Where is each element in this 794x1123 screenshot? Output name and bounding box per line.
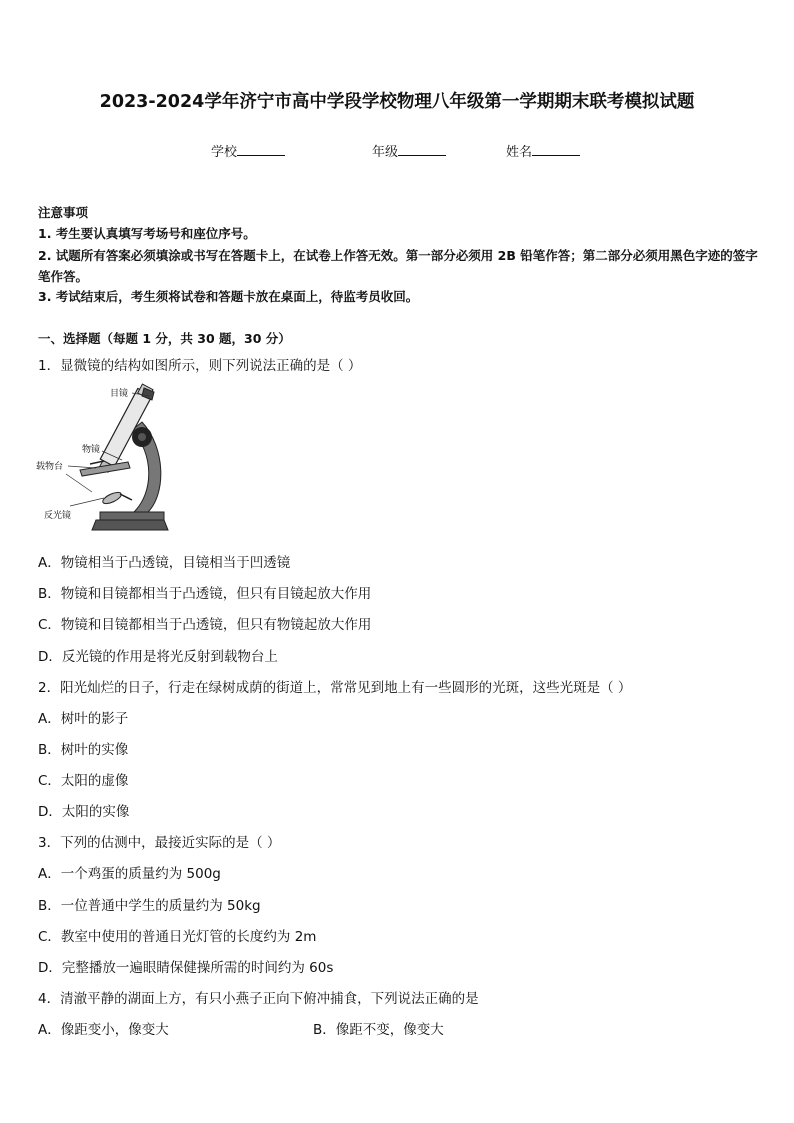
focus-knob-center — [138, 433, 146, 441]
q1-option-a: A．物镜相当于凸透镜，目镜相当于凹透镜 — [38, 555, 291, 571]
grade-blank[interactable] — [398, 143, 446, 156]
school-blank[interactable] — [237, 143, 285, 156]
grade-label: 年级 — [372, 145, 399, 160]
q1-option-b: B．物镜和目镜都相当于凸透镜，但只有目镜起放大作用 — [38, 586, 372, 602]
notice-item-1: 1. 考生要认真填写考场号和座位序号。 — [38, 226, 256, 241]
question-3-stem: 3．下列的估测中，最接近实际的是（ ） — [38, 835, 281, 851]
q3-option-b: B．一位普通中学生的质量约为 50kg — [38, 898, 261, 914]
name-field[interactable] — [506, 141, 580, 160]
microscope-figure — [36, 382, 176, 536]
q2-option-c: C．太阳的虚像 — [38, 773, 129, 789]
notice-heading: 注意事项 — [38, 205, 89, 220]
notice-item-2: 2. 试题所有答案必须填涂或书写在答题卡上，在试卷上作答无效。第一部分必须用 2B 铅笔作答；第二部分必须用黑色字迹的签字笔作答。 — [38, 248, 758, 284]
label-objective: 物镜 — [82, 445, 101, 455]
microscope-base — [92, 520, 168, 530]
label-eyepiece: 目镜 — [110, 389, 129, 399]
q1-option-c: C．物镜和目镜都相当于凸透镜，但只有物镜起放大作用 — [38, 617, 372, 633]
page-title: 2023-2024学年济宁市高中学段学校物理八年级第一学期期末联考模拟试题 — [99, 92, 695, 112]
q4-option-a: A．像距变小，像变大 — [38, 1022, 169, 1038]
notice-item-3: 3. 考试结束后，考生须将试卷和答题卡放在桌面上，待监考员收回。 — [38, 289, 419, 304]
q1-option-d: D．反光镜的作用是将光反射到载物台上 — [38, 649, 278, 665]
mirror — [101, 490, 123, 506]
school-label: 学校 — [211, 145, 238, 160]
section-heading: 一、选择题（每题 1 分，共 30 题，30 分） — [38, 331, 291, 346]
q3-option-a: A．一个鸡蛋的质量约为 500g — [38, 866, 221, 882]
q2-option-a: A．树叶的影子 — [38, 711, 129, 727]
label-mirror: 反光镜 — [44, 511, 72, 521]
q2-option-b: B．树叶的实像 — [38, 742, 129, 758]
name-label: 姓名 — [506, 145, 533, 160]
question-2-stem: 2．阳光灿烂的日子，行走在绿树成荫的街道上，常常见到地上有一些圆形的光斑，这些光斑是（ ） — [38, 680, 632, 696]
q2-option-d: D．太阳的实像 — [38, 804, 130, 820]
question-1-stem: 1．显微镜的结构如图所示，则下列说法正确的是（ ） — [38, 358, 362, 374]
name-blank[interactable] — [532, 143, 580, 156]
school-field[interactable] — [211, 141, 285, 160]
q4-option-b: B．像距不变，像变大 — [313, 1022, 444, 1038]
microscope-base-top — [100, 512, 164, 520]
q3-option-c: C．教室中使用的普通日光灯管的长度约为 2m — [38, 929, 317, 945]
question-4-stem: 4．清澈平静的湖面上方，有只小燕子正向下俯冲捕食，下列说法正确的是 — [38, 991, 479, 1007]
q3-option-d: D．完整播放一遍眼睛保健操所需的时间约为 60s — [38, 960, 334, 976]
label-stage: 载物台 — [36, 462, 64, 472]
grade-field[interactable] — [372, 141, 446, 160]
